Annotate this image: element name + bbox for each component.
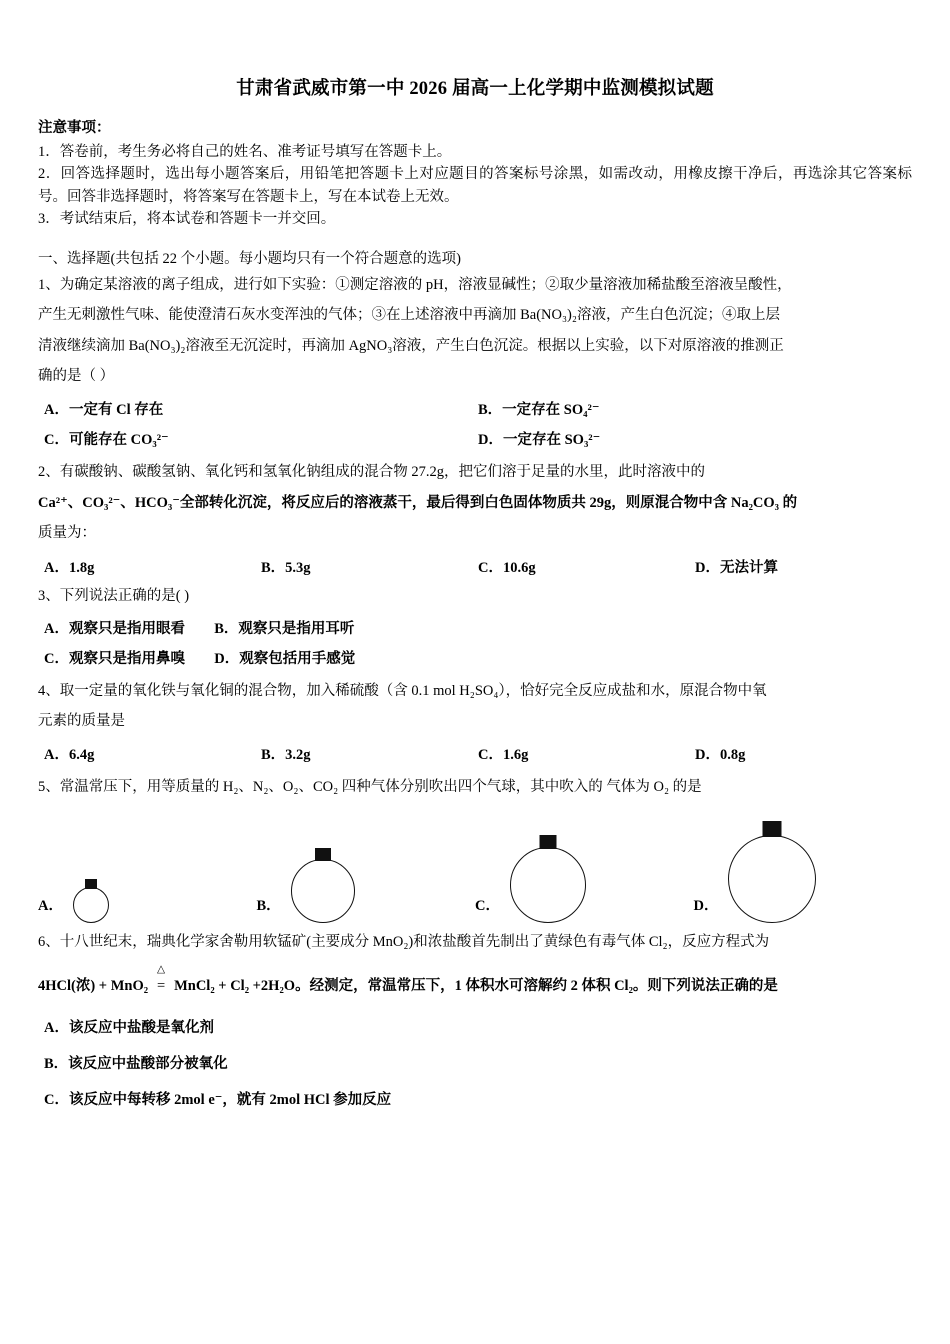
question-1-line1: 为确定某溶液的离子组成，进行如下实验：①测定溶液的 pH，溶液显碱性；②取少量溶液加稀盐酸至溶液呈酸性， — [59, 276, 792, 293]
question-1-option-b[interactable]: B．一定存在 SO₄²⁻ — [478, 402, 600, 419]
balloon-icon-b — [291, 859, 355, 923]
delta-icon: △ — [157, 964, 166, 976]
question-2-option-d[interactable]: D．无法计算 — [695, 559, 778, 576]
question-6-equation-left: 4HCl(浓) + MnO₂ — [38, 978, 149, 995]
question-5-option-c[interactable] — [475, 815, 694, 923]
balloon-icon-c — [510, 847, 586, 923]
question-3-stem — [38, 585, 912, 608]
question-3-option-c[interactable]: C．观察只是指用鼻嗅 — [44, 650, 185, 667]
notice-item-3: 3．考试结束后，将本试卷和答题卡一并交回。 — [38, 211, 336, 228]
question-3-options-row-1 — [38, 617, 912, 638]
question-1-option-d[interactable]: D．一定存在 SO₃²⁻ — [478, 432, 601, 449]
question-6-line1: 十八世纪末，瑞典化学家舍勒用软锰矿(主要成分 MnO₂)和浓盐酸首先制出了黄绿色有毒气体 Cl₂，反应方程式为 — [59, 933, 770, 950]
question-1-line2: 产生无刺激性气味、能使澄清石灰水变浑浊的气体；③在上述溶液中再滴加 Ba(NO₃)₂溶液，产生白色沉淀；④取上层 — [38, 307, 780, 324]
question-1-line4: 确的是（ ） — [38, 368, 115, 384]
question-2-stem — [38, 459, 912, 485]
question-6-equation-right: MnCl₂ + Cl₂ +2H₂O。经测定，常温常压下，1 体积水可溶解约 2 体积 Cl₂。则下列说法正确的是 — [174, 978, 778, 995]
question-2-line2: Ca²⁺、CO₃²⁻、HCO₃⁻全部转化沉淀，将反应后的溶液蒸干，最后得到白色固体物质共 29g，则原混合物中含 Na₂CO₃ 的 — [38, 494, 798, 511]
question-2-options — [38, 556, 912, 577]
question-4-line1: 取一定量的氧化铁与氧化铜的混合物，加入稀硫酸（含 0.1 mol H₂SO₄），恰好完全反应成盐和水，原混合物中氧 — [59, 682, 767, 699]
question-5-option-a[interactable] — [38, 815, 257, 923]
question-3 — [38, 585, 912, 668]
question-2-option-b[interactable]: B．5.3g — [261, 559, 311, 576]
question-4-options — [38, 743, 912, 764]
notice-item-2: 2．回答选择题时，选出每小题答案后，用铅笔把答题卡上对应题目的答案标号涂黑，如需改动，用橡皮擦干净后，再选涂其它答案标号。回答非选择题时，将答案写在答题卡上，写在本试卷上无效。 — [38, 166, 912, 205]
section-heading-multiple-choice: 一、选择题(共包括 22 个小题。每小题均只有一个符合题意的选项) — [38, 250, 461, 267]
question-3-option-d[interactable]: D．观察包括用手感觉 — [214, 650, 356, 667]
question-5-option-b[interactable] — [257, 815, 476, 923]
question-6-option-c[interactable]: C．该反应中每转移 2mol e⁻，就有 2mol HCl 参加反应 — [44, 1091, 392, 1108]
question-4-option-b[interactable]: B．3.2g — [261, 747, 311, 764]
question-1-stem — [38, 272, 912, 298]
question-1 — [38, 272, 912, 450]
question-2-line1: 有碳酸钠、碳酸氢钠、氧化钙和氢氧化钠组成的混合物 27.2g，把它们溶于足量的水里，此时溶液中的 — [59, 464, 705, 481]
question-2-option-c[interactable]: C．10.6g — [478, 559, 536, 576]
question-5-option-c-label: C． — [475, 897, 500, 914]
question-5 — [38, 774, 912, 922]
question-1-option-c[interactable]: C．可能存在 CO₃²⁻ — [44, 432, 169, 449]
question-5-option-d[interactable] — [694, 815, 913, 923]
question-3-line1: 下列说法正确的是( ) — [59, 587, 190, 604]
balloon-icon-a — [73, 887, 109, 923]
heat-condition-symbol: △ = — [148, 973, 174, 1001]
question-4-option-d[interactable]: D．0.8g — [695, 747, 746, 764]
question-1-options-row-2 — [38, 428, 912, 449]
question-5-option-b-label: B． — [256, 897, 281, 914]
question-5-stem — [38, 774, 912, 800]
question-2-option-a[interactable]: A．1.8g — [44, 559, 95, 576]
question-6-option-a[interactable]: A．该反应中盐酸是氧化剂 — [44, 1019, 214, 1036]
question-1-line3: 清液继续滴加 Ba(NO₃)₂溶液至无沉淀时，再滴加 AgNO₃溶液，产生白色沉淀。根据以上实验，以下对原溶液的推测正 — [38, 337, 784, 354]
question-4-line2: 元素的质量是 — [38, 713, 125, 730]
question-4-stem — [38, 678, 912, 704]
question-3-options-row-2 — [38, 647, 912, 668]
notice-item-1: 1．答卷前，考生务必将自己的姓名、准考证号填写在答题卡上。 — [38, 144, 452, 160]
question-2 — [38, 459, 912, 576]
question-6-option-b[interactable]: B．该反应中盐酸部分被氧化 — [44, 1055, 228, 1072]
question-2-number: 2、 — [38, 464, 60, 481]
question-2-line3: 质量为： — [38, 525, 96, 542]
question-3-option-a[interactable]: A．观察只是指用眼看 — [44, 620, 185, 637]
balloon-icon-d — [728, 835, 816, 923]
question-4-option-c[interactable]: C．1.6g — [478, 747, 529, 764]
question-5-number: 5、 — [38, 779, 60, 796]
question-6-equation-line — [38, 964, 912, 1001]
question-4-option-a[interactable]: A．6.4g — [44, 747, 95, 764]
question-6-number: 6、 — [38, 933, 60, 950]
question-5-option-a-label: A． — [38, 897, 63, 914]
question-1-options-row-1 — [38, 398, 912, 419]
question-1-option-a[interactable]: A．一定有 Cl 存在 — [44, 402, 164, 419]
page-title: 甘肃省武威市第一中 2026 届高一上化学期中监测模拟试题 — [236, 79, 714, 99]
question-6-stem — [38, 929, 912, 955]
question-5-option-d-label: D． — [693, 897, 719, 914]
question-4-number: 4、 — [38, 682, 60, 699]
notice-heading: 注意事项： — [38, 120, 111, 136]
question-5-balloon-figure — [38, 815, 912, 923]
question-3-number: 3、 — [38, 587, 60, 604]
question-4 — [38, 678, 912, 765]
question-5-line1: 常温常压下，用等质量的 H₂、N₂、O₂、CO₂ 四种气体分别吹出四个气球，其中吹入的 气体为 O₂ 的是 — [59, 779, 702, 796]
question-1-number: 1、 — [38, 276, 60, 293]
question-3-option-b[interactable]: B．观察只是指用耳听 — [214, 620, 355, 637]
question-6 — [38, 929, 912, 1109]
